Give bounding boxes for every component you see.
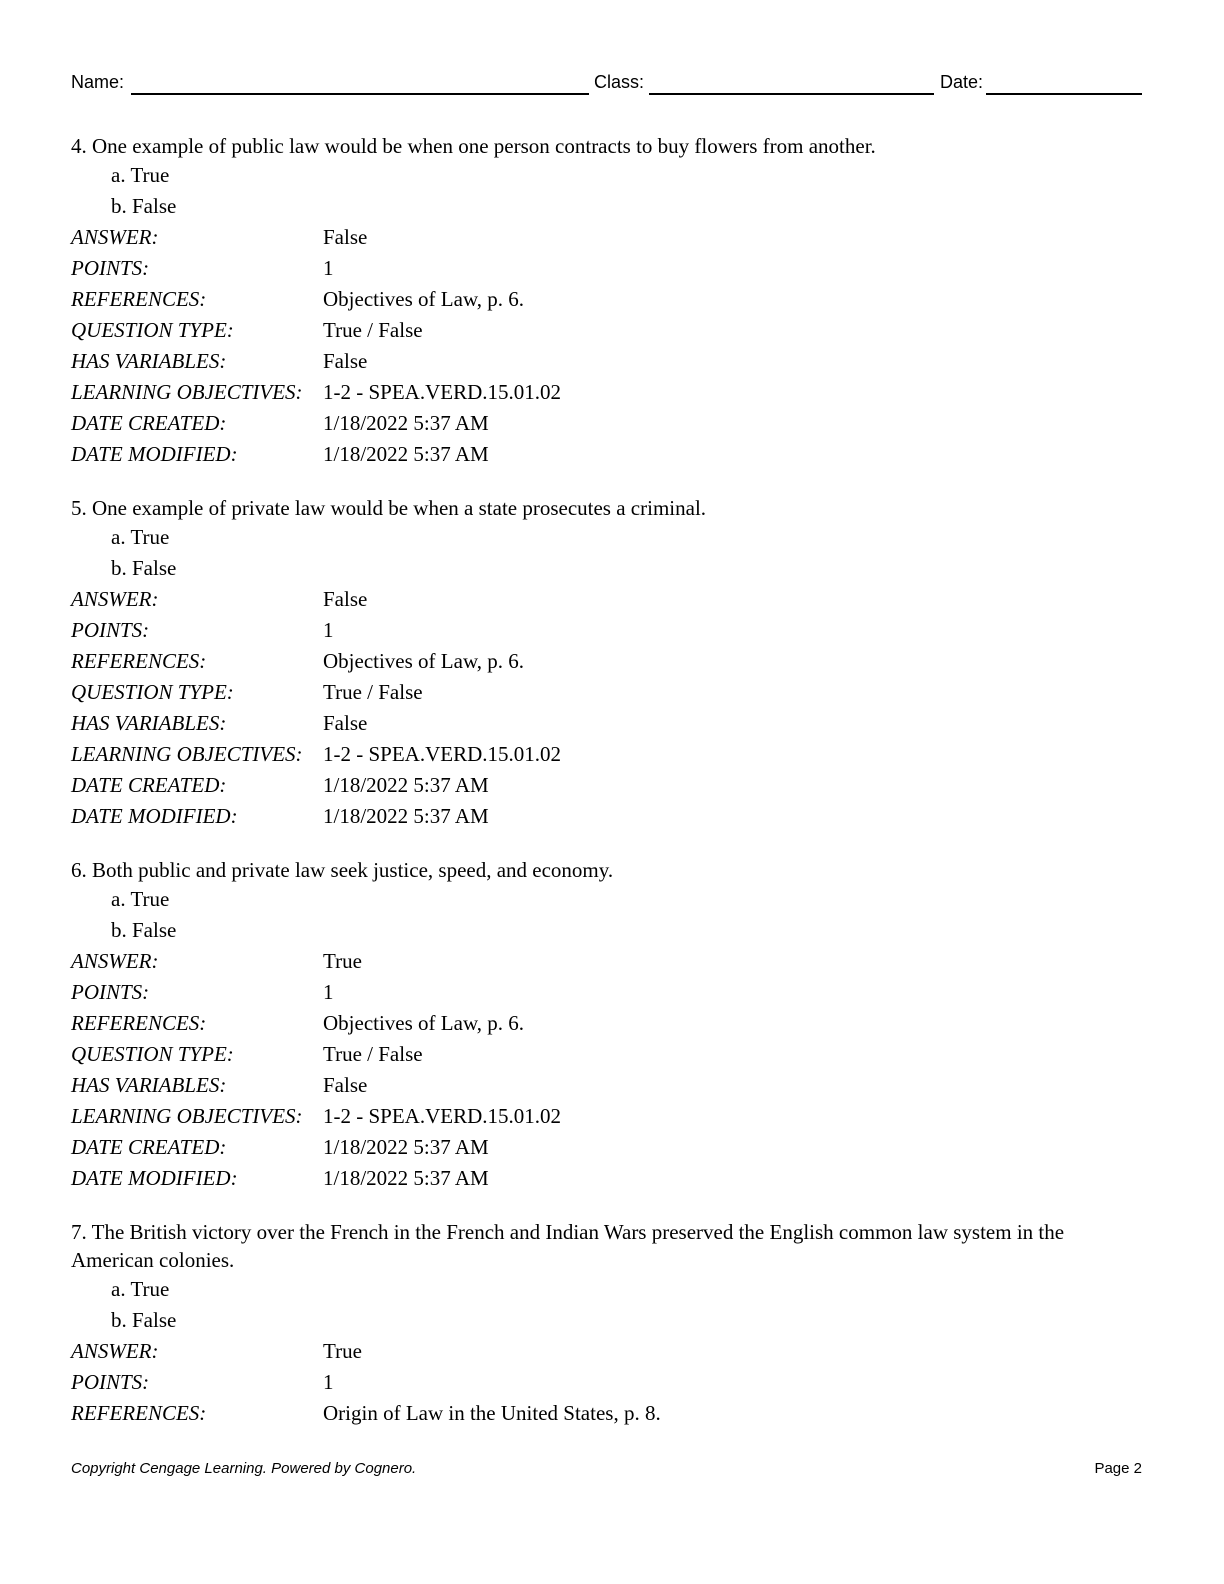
meta-row (71, 222, 1142, 253)
meta-value: 1/18/2022 5:37 AM (323, 773, 489, 797)
meta-row (71, 946, 1142, 977)
meta-value: True / False (323, 1042, 423, 1066)
meta-label: QUESTION TYPE: (71, 318, 234, 342)
meta-label: ANSWER: (71, 225, 159, 249)
answer-option: b. False (111, 556, 177, 580)
meta-row (71, 1132, 1142, 1163)
meta-label: DATE CREATED: (71, 411, 227, 435)
meta-row (71, 439, 1142, 470)
meta-row (71, 770, 1142, 801)
question-block (71, 1218, 1142, 1429)
answer-option: a. True (111, 1277, 170, 1301)
meta-label: DATE CREATED: (71, 773, 227, 797)
meta-value: 1 (323, 256, 334, 280)
meta-label: QUESTION TYPE: (71, 680, 234, 704)
meta-row (71, 708, 1142, 739)
meta-row (71, 1039, 1142, 1070)
question-list (71, 132, 1142, 1453)
meta-label: ANSWER: (71, 949, 159, 973)
meta-value: True (323, 1339, 362, 1363)
page-number: Page 2 (1094, 1460, 1142, 1477)
meta-row (71, 284, 1142, 315)
meta-row (71, 615, 1142, 646)
meta-row (71, 1163, 1142, 1194)
meta-row (71, 977, 1142, 1008)
meta-label: REFERENCES: (71, 287, 207, 311)
meta-value: True (323, 949, 362, 973)
answer-option: b. False (111, 1308, 177, 1332)
meta-label: ANSWER: (71, 1339, 159, 1363)
meta-row (71, 677, 1142, 708)
answer-option: a. True (111, 525, 170, 549)
meta-value: False (323, 225, 368, 249)
meta-value: 1/18/2022 5:37 AM (323, 442, 489, 466)
question-stem: 5. One example of private law would be when a state prosecutes a criminal. (71, 496, 707, 520)
meta-row (71, 1336, 1142, 1367)
meta-value: Origin of Law in the United States, p. 8. (323, 1401, 661, 1425)
meta-value: True / False (323, 680, 423, 704)
meta-value: True / False (323, 318, 423, 342)
meta-row (71, 584, 1142, 615)
meta-label: DATE MODIFIED: (71, 804, 238, 828)
meta-value: 1/18/2022 5:37 AM (323, 1135, 489, 1159)
meta-label: LEARNING OBJECTIVES: (71, 742, 303, 766)
meta-label: LEARNING OBJECTIVES: (71, 1104, 303, 1128)
worksheet-header (71, 70, 1142, 96)
copyright-text: Copyright Cengage Learning. Powered by Cognero. (71, 1460, 417, 1477)
meta-label: POINTS: (71, 980, 150, 1004)
meta-value: 1-2 - SPEA.VERD.15.01.02 (323, 1104, 562, 1128)
meta-value: 1/18/2022 5:37 AM (323, 411, 489, 435)
answer-option: a. True (111, 887, 170, 911)
meta-value: 1/18/2022 5:37 AM (323, 804, 489, 828)
question-block (71, 494, 1142, 832)
meta-label: DATE MODIFIED: (71, 1166, 238, 1190)
answer-option: b. False (111, 194, 177, 218)
meta-row (71, 315, 1142, 346)
meta-label: POINTS: (71, 256, 150, 280)
meta-label: LEARNING OBJECTIVES: (71, 380, 303, 404)
meta-label: QUESTION TYPE: (71, 1042, 234, 1066)
question-block (71, 132, 1142, 470)
meta-label: REFERENCES: (71, 1011, 207, 1035)
question-stem: 6. Both public and private law seek justice, speed, and economy. (71, 858, 614, 882)
meta-row (71, 253, 1142, 284)
meta-value: 1 (323, 980, 334, 1004)
meta-label: HAS VARIABLES: (71, 711, 227, 735)
meta-value: Objectives of Law, p. 6. (323, 649, 524, 673)
meta-row (71, 377, 1142, 408)
meta-label: POINTS: (71, 618, 150, 642)
date-label: Date: (940, 72, 984, 92)
meta-row (71, 801, 1142, 832)
meta-row (71, 408, 1142, 439)
meta-row (71, 1398, 1142, 1429)
meta-row (71, 1367, 1142, 1398)
meta-value: 1-2 - SPEA.VERD.15.01.02 (323, 742, 562, 766)
meta-row (71, 346, 1142, 377)
answer-option: a. True (111, 163, 170, 187)
meta-label: ANSWER: (71, 587, 159, 611)
meta-value: False (323, 587, 368, 611)
meta-label: HAS VARIABLES: (71, 1073, 227, 1097)
meta-value: Objectives of Law, p. 6. (323, 1011, 524, 1035)
meta-value: False (323, 1073, 368, 1097)
meta-value: False (323, 349, 368, 373)
meta-label: DATE CREATED: (71, 1135, 227, 1159)
meta-label: REFERENCES: (71, 1401, 207, 1425)
meta-value: False (323, 711, 368, 735)
meta-value: 1 (323, 1370, 334, 1394)
class-label: Class: (594, 72, 645, 92)
class-line (649, 70, 934, 95)
meta-value: Objectives of Law, p. 6. (323, 287, 524, 311)
meta-label: DATE MODIFIED: (71, 442, 238, 466)
meta-label: REFERENCES: (71, 649, 207, 673)
question-stem: 4. One example of public law would be when one person contracts to buy flowers from another. (71, 134, 876, 158)
answer-option: b. False (111, 918, 177, 942)
date-line (986, 70, 1142, 95)
meta-value: 1/18/2022 5:37 AM (323, 1166, 489, 1190)
name-line (131, 70, 589, 95)
name-label: Name: (71, 72, 125, 92)
meta-value: 1 (323, 618, 334, 642)
meta-label: HAS VARIABLES: (71, 349, 227, 373)
meta-label: POINTS: (71, 1370, 150, 1394)
meta-row (71, 1008, 1142, 1039)
question-block (71, 856, 1142, 1194)
meta-row (71, 646, 1142, 677)
meta-value: 1-2 - SPEA.VERD.15.01.02 (323, 380, 562, 404)
meta-row (71, 1070, 1142, 1101)
meta-row (71, 739, 1142, 770)
question-stem: 7. The British victory over the French in the French and Indian Wars preserved the English common law system in the American colonies. (71, 1220, 1065, 1272)
meta-row (71, 1101, 1142, 1132)
